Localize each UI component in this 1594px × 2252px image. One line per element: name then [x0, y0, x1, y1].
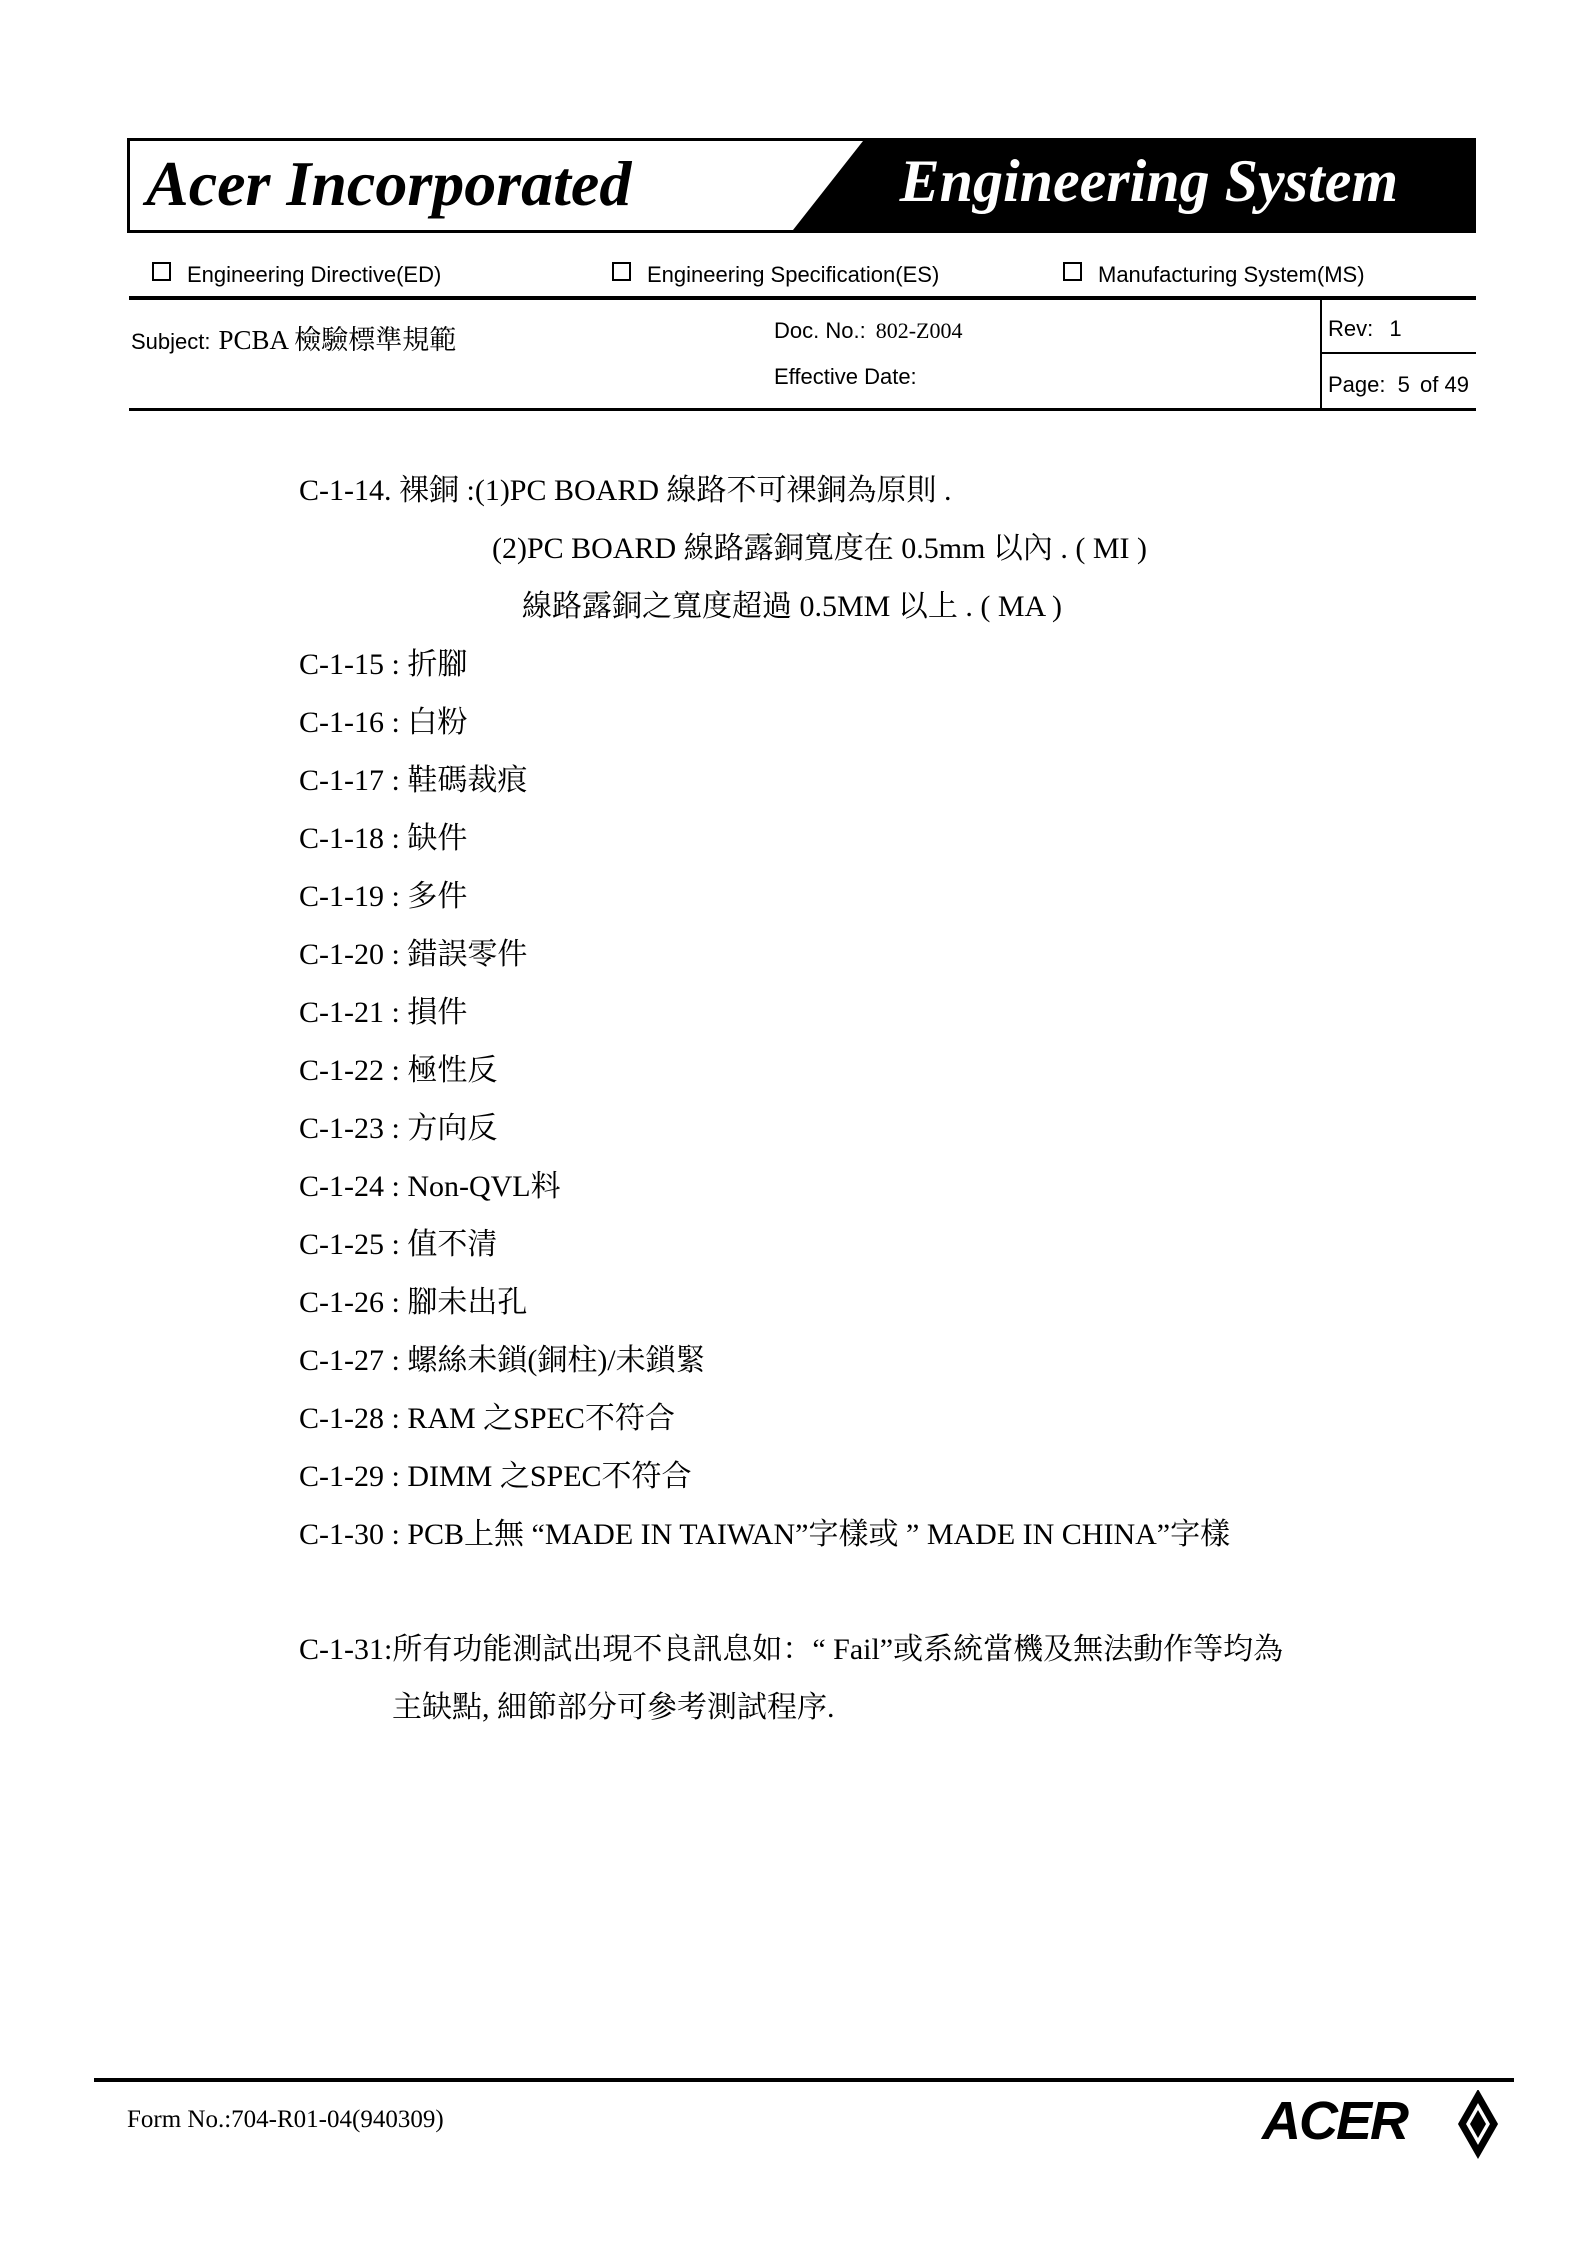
list-item: C-1-16 : 白粉 — [299, 706, 468, 739]
header-banner — [127, 138, 1476, 233]
list-item: 線路露銅之寬度超過 0.5MM 以上 . ( MA ) — [522, 590, 1063, 623]
list-item: C-1-24 : Non-QVL料 — [299, 1170, 561, 1203]
spacer — [299, 1564, 1439, 1621]
acer-logo-wordmark: ACER — [1262, 2091, 1408, 2151]
doc-no-field — [774, 318, 962, 344]
rev-field — [1328, 316, 1402, 342]
table-mid-rule — [1322, 352, 1476, 354]
table-top-rule — [129, 296, 1476, 300]
list-item: C-1-25 : 值不清 — [299, 1228, 498, 1261]
company-title: Acer Incorporated — [146, 148, 632, 219]
list-item: C-1-21 : 損件 — [299, 996, 468, 1029]
list-item: C-1-23 : 方向反 — [299, 1112, 498, 1145]
document-body — [299, 462, 1439, 1737]
effective-date-label: Effective Date: — [774, 364, 917, 389]
list-item: C-1-18 : 缺件 — [299, 822, 468, 855]
acer-diamond-icon — [1450, 2090, 1510, 2162]
page-field — [1328, 372, 1469, 398]
list-item: C-1-17 : 鞋碼裁痕 — [299, 764, 528, 797]
list-item: C-1-31:所有功能測試出現不良訊息如：“ Fail”或系統當機及無法動作等均為 — [299, 1633, 1284, 1666]
subject-value: PCBA 檢驗標準規範 — [218, 325, 457, 355]
rev-label: Rev: — [1328, 316, 1374, 341]
page-of: of 49 — [1420, 372, 1469, 397]
checkbox-square-icon — [1063, 262, 1082, 281]
system-title: Engineering System — [899, 148, 1398, 214]
rev-value: 1 — [1389, 316, 1402, 341]
page-value: 5 — [1397, 372, 1410, 397]
doc-no-label: Doc. No.: — [774, 318, 866, 343]
acer-logo — [1262, 2090, 1512, 2160]
checkbox-ed-label: Engineering Directive(ED) — [187, 262, 442, 287]
list-item: C-1-15 : 折腳 — [299, 648, 468, 681]
subject-label: Subject: — [131, 329, 211, 354]
subject-field — [131, 318, 456, 357]
footer-rule — [94, 2078, 1514, 2082]
list-item: C-1-20 : 錯誤零件 — [299, 938, 528, 971]
checkbox-ed[interactable] — [152, 262, 441, 288]
table-vertical-rule — [1320, 298, 1322, 410]
checkbox-ms-label: Manufacturing System(MS) — [1098, 262, 1365, 287]
table-bottom-rule — [129, 408, 1476, 411]
checkbox-square-icon — [612, 262, 631, 281]
list-item: C-1-29 : DIMM 之SPEC不符合 — [299, 1460, 692, 1493]
list-item: C-1-28 : RAM 之SPEC不符合 — [299, 1402, 675, 1435]
page-label: Page: — [1328, 372, 1386, 397]
checkbox-es[interactable] — [612, 262, 939, 288]
list-item: C-1-26 : 腳未出孔 — [299, 1286, 528, 1319]
list-item: (2)PC BOARD 線路露銅寬度在 0.5mm 以內 . ( MI ) — [492, 532, 1148, 565]
list-item: C-1-19 : 多件 — [299, 880, 468, 913]
list-item: C-1-27 : 螺絲未鎖(銅柱)/未鎖緊 — [299, 1344, 706, 1377]
form-number: Form No.:704-R01-04(940309) — [127, 2106, 444, 2133]
checkbox-es-label: Engineering Specification(ES) — [647, 262, 940, 287]
list-item: C-1-22 : 極性反 — [299, 1054, 498, 1087]
checkbox-square-icon — [152, 262, 171, 281]
list-item: C-1-14. 裸銅 :(1)PC BOARD 線路不可裸銅為原則 . — [299, 474, 952, 507]
list-item: C-1-30 : PCB上無 “MADE IN TAIWAN”字樣或 ” MADE IN CHINA”字樣 — [299, 1518, 1231, 1551]
doc-no-value: 802-Z004 — [875, 318, 963, 343]
checkbox-ms[interactable] — [1063, 262, 1365, 288]
list-item-continuation: 主缺點, 細節部分可參考測試程序. — [392, 1691, 835, 1724]
